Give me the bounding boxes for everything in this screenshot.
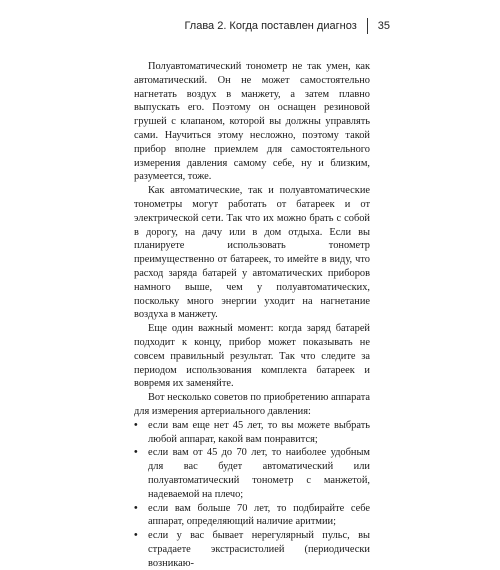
chapter-title: Глава 2. Когда поставлен диагноз xyxy=(184,20,357,32)
list-item-text: если вам от 45 до 70 лет, то наиболее удобным для вас будет автоматический или полуавтоматический тонометр с манжетой, надеваемой на плечо; xyxy=(148,447,370,500)
paragraph-semiautomatic: Полуавтоматический тонометр не так умен, как автоматический. Он не может самостоятельно нагнетать воздух в манжету, а затем плавно выпускать его. Поэтому он оснащен резиновой грушей с клапаном, которой вы должны управлять сами. Научиться этому несложно, поэтому такой прибор вполне приемлем для самостоятельного измерения давления самому себе, ну и близким, разумеется, тоже. xyxy=(134,61,370,183)
bullet-icon: • xyxy=(134,530,138,542)
header-divider xyxy=(367,18,368,34)
list-item-text: если у вас бывает нерегулярный пульс, вы страдаете экстрасистолией (периодически возникаю- xyxy=(148,530,370,569)
bullet-icon: • xyxy=(134,419,138,431)
list-item xyxy=(134,502,370,530)
page-body xyxy=(134,60,370,570)
paragraph-power-source: Как автоматические, так и полуавтоматические тонометры могут работать от батареек и от электрической сети. Так что их можно брать с собой в дорогу, на дачу или в дом отдыха. Если вы планируете использовать тонометр преимущественно от батареек, то имейте в виду, что расход заряда батарей у автоматических приборов намного выше, чем у полуавтоматических, поскольку много энергии уходит на нагнетание воздуха в манжету. xyxy=(134,185,370,321)
paragraph-advice-intro: Вот несколько советов по приобретению аппарата для измерения артериального давления: xyxy=(134,392,370,417)
bullet-icon: • xyxy=(134,447,138,459)
paragraph-battery-warning: Еще один важный момент: когда заряд батарей подходит к концу, прибор может показывать не совсем правильный результат. Так что следите за периодом использования комплекта батареек и вовремя их заменяйте. xyxy=(134,323,370,390)
advice-list xyxy=(134,419,370,570)
running-head xyxy=(184,18,390,34)
page-number: 35 xyxy=(377,20,390,32)
list-item xyxy=(134,529,370,570)
list-item-text: если вам еще нет 45 лет, то вы можете выбрать любой аппарат, какой вам понравится; xyxy=(148,419,370,445)
list-item-text: если вам больше 70 лет, то подбирайте себе аппарат, определяющий наличие аритмии; xyxy=(148,502,370,528)
list-item xyxy=(134,419,370,447)
bullet-icon: • xyxy=(134,502,138,514)
list-item xyxy=(134,446,370,501)
